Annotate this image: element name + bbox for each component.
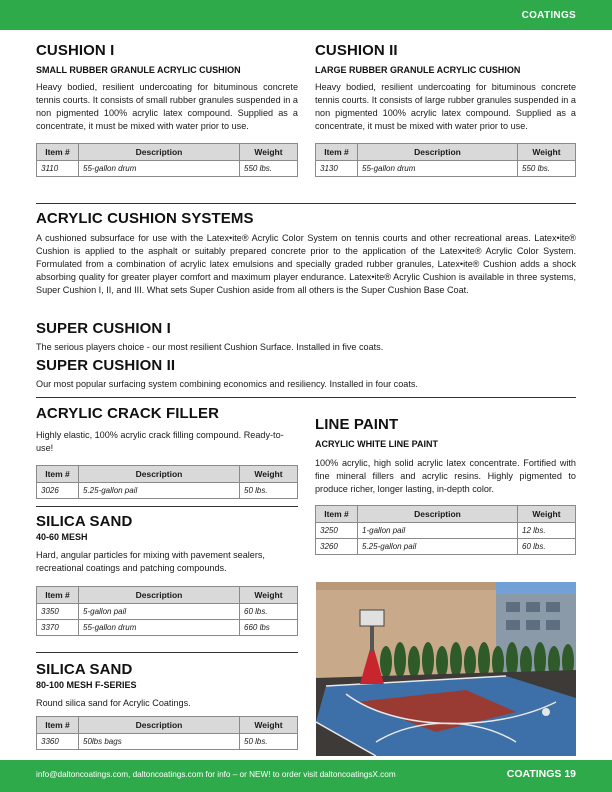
col-item: Item # xyxy=(37,466,79,483)
cell-item: 3360 xyxy=(37,734,79,750)
cell-weight: 60 lbs. xyxy=(518,539,576,555)
table-row xyxy=(316,161,576,177)
cushion1-title: CUSHION I xyxy=(36,42,115,59)
super-cushion1-title: SUPER CUSHION I xyxy=(36,320,171,337)
col-description: Description xyxy=(79,144,240,161)
cell-item: 3130 xyxy=(316,161,358,177)
silica-sand1-table xyxy=(36,586,298,636)
cell-weight: 550 lbs. xyxy=(240,161,298,177)
col-description: Description xyxy=(358,506,518,523)
line-paint-body: 100% acrylic, high solid acrylic latex concentrate. Fortified with fine mineral fillers and acrylic resins. Highly pigmented to produce richer, longer lasting, in-depth color. xyxy=(315,458,576,494)
col-item: Item # xyxy=(316,144,358,161)
cushion1-body: Heavy bodied, resilient undercoating for bituminous concrete tennis courts. It consists of small rubber granules suspended in a non pigmented 100% acrylic latex compound. Supplied as a concentrate, it must be mixed with water prior to use. xyxy=(36,82,298,131)
col-item: Item # xyxy=(37,144,79,161)
table-row xyxy=(37,483,298,499)
table-header-row xyxy=(37,466,298,483)
table-row xyxy=(37,734,298,750)
cell-weight: 550 lbs. xyxy=(518,161,576,177)
cell-description: 5.25-gallon pail xyxy=(79,483,240,499)
silica-sand2-section xyxy=(36,661,298,750)
cell-weight: 12 lbs. xyxy=(518,523,576,539)
silica-sand2-table xyxy=(36,716,298,750)
cell-weight: 660 lbs xyxy=(240,620,298,636)
col-description: Description xyxy=(79,717,240,734)
cell-item: 3110 xyxy=(37,161,79,177)
acrylic-cushion-systems-section xyxy=(36,210,576,297)
cell-item: 3026 xyxy=(37,483,79,499)
silica-sand2-subtitle: 80-100 MESH F-SERIES xyxy=(36,680,137,690)
cushion2-table xyxy=(315,143,576,177)
footer-bar xyxy=(0,760,612,792)
cell-description: 50lbs bags xyxy=(79,734,240,750)
col-weight: Weight xyxy=(518,506,576,523)
col-weight: Weight xyxy=(240,466,298,483)
table-row xyxy=(37,604,298,620)
divider xyxy=(36,506,298,507)
cushion1-section xyxy=(36,42,298,177)
silica-sand2-body: Round silica sand for Acrylic Coatings. xyxy=(36,698,191,708)
table-row xyxy=(37,161,298,177)
acs-title: ACRYLIC CUSHION SYSTEMS xyxy=(36,210,254,227)
col-description: Description xyxy=(358,144,518,161)
super-cushion2-body: Our most popular surfacing system combining economics and resiliency. Installed in four coats. xyxy=(36,379,418,389)
cell-item: 3260 xyxy=(316,539,358,555)
cell-weight: 50 lbs. xyxy=(240,734,298,750)
cushion2-title: CUSHION II xyxy=(315,42,398,59)
super-cushion2-section xyxy=(36,357,576,391)
super-cushion1-section xyxy=(36,320,576,354)
table-row xyxy=(316,523,576,539)
cell-description: 1-gallon pail xyxy=(358,523,518,539)
col-item: Item # xyxy=(37,717,79,734)
section-tag: COATINGS xyxy=(521,10,576,21)
table-header-row xyxy=(37,587,298,604)
silica-sand1-body: Hard, angular particles for mixing with pavement sealers, recreational coatings and patching compounds. xyxy=(36,550,265,573)
cell-weight: 50 lbs. xyxy=(240,483,298,499)
silica-sand1-section xyxy=(36,513,298,636)
acs-body: A cushioned subsurface for use with the Latex•ite® Acrylic Color System on tennis courts and other recreational areas. Latex•ite® Cushion is applied to the asphalt or suitably prepared concrete prior to the application of the Latex•ite® Acrylic Color System. Formulated from a combination of acrylic latex emulsions and specially graded rubber granules, Latex•ite® Cushion adds a shock absorbing quality for greater player comfort and maximum player endurance. Latex•ite® Acrylic Cushion is available in three systems, Super Cushion I, II, and III. What sets Super Cushion aside from all others is the Super Cushion Base Coat. xyxy=(36,233,576,295)
col-weight: Weight xyxy=(240,144,298,161)
cell-description: 55-gallon drum xyxy=(358,161,518,177)
cell-description: 5-gallon pail xyxy=(79,604,240,620)
cell-item: 3370 xyxy=(37,620,79,636)
cushion2-subtitle: LARGE RUBBER GRANULE ACRYLIC CUSHION xyxy=(315,65,521,75)
col-weight: Weight xyxy=(518,144,576,161)
col-weight: Weight xyxy=(240,587,298,604)
crack-filler-title: ACRYLIC CRACK FILLER xyxy=(36,405,220,422)
cushion1-table xyxy=(36,143,298,177)
table-header-row xyxy=(37,144,298,161)
crack-filler-table xyxy=(36,465,298,499)
line-paint-title: LINE PAINT xyxy=(315,416,399,433)
cell-weight: 60 lbs. xyxy=(240,604,298,620)
col-description: Description xyxy=(79,466,240,483)
cushion2-section xyxy=(315,42,576,177)
cell-description: 5.25-gallon pail xyxy=(358,539,518,555)
backboard xyxy=(360,610,384,626)
col-description: Description xyxy=(79,587,240,604)
cell-item: 3350 xyxy=(37,604,79,620)
table-header-row xyxy=(316,144,576,161)
divider xyxy=(36,203,576,204)
cell-item: 3250 xyxy=(316,523,358,539)
line-paint-subtitle: ACRYLIC WHITE LINE PAINT xyxy=(315,439,438,449)
footer-contact: info@daltoncoatings.com, daltoncoatings.com for info – or NEW! to order visit daltoncoatingsX.com xyxy=(36,770,396,779)
crack-filler-section xyxy=(36,405,298,499)
line-paint-section xyxy=(315,416,576,555)
table-row xyxy=(37,620,298,636)
super-cushion2-title: SUPER CUSHION II xyxy=(36,357,176,374)
divider xyxy=(36,652,298,653)
cushion1-subtitle: SMALL RUBBER GRANULE ACRYLIC CUSHION xyxy=(36,65,241,75)
cell-description: 55-gallon drum xyxy=(79,161,240,177)
header-bar xyxy=(0,0,612,30)
court-illustration xyxy=(316,582,576,756)
col-weight: Weight xyxy=(240,717,298,734)
col-item: Item # xyxy=(316,506,358,523)
col-item: Item # xyxy=(37,587,79,604)
table-row xyxy=(316,539,576,555)
silica-sand1-subtitle: 40-60 MESH xyxy=(36,532,88,542)
super-cushion1-body: The serious players choice - our most resilient Cushion Surface. Installed in five coats. xyxy=(36,342,384,352)
cushion2-body: Heavy bodied, resilient undercoating for bituminous concrete tennis courts. It consists of large rubber granules suspended in a non pigmented 100% acrylic latex compound. Supplied as a concentrate, it must be mixed with water prior to use. xyxy=(315,82,576,131)
line-paint-table xyxy=(315,505,576,555)
silica-sand2-title: SILICA SAND xyxy=(36,661,133,678)
cell-description: 55-gallon drum xyxy=(79,620,240,636)
crack-filler-body: Highly elastic, 100% acrylic crack filling compound. Ready-to-use! xyxy=(36,430,284,453)
basketball-court-photo xyxy=(316,582,576,756)
table-header-row xyxy=(316,506,576,523)
divider xyxy=(36,397,576,398)
table-header-row xyxy=(37,717,298,734)
footer-page-label: COATINGS 19 xyxy=(506,768,576,780)
silica-sand1-title: SILICA SAND xyxy=(36,513,133,530)
